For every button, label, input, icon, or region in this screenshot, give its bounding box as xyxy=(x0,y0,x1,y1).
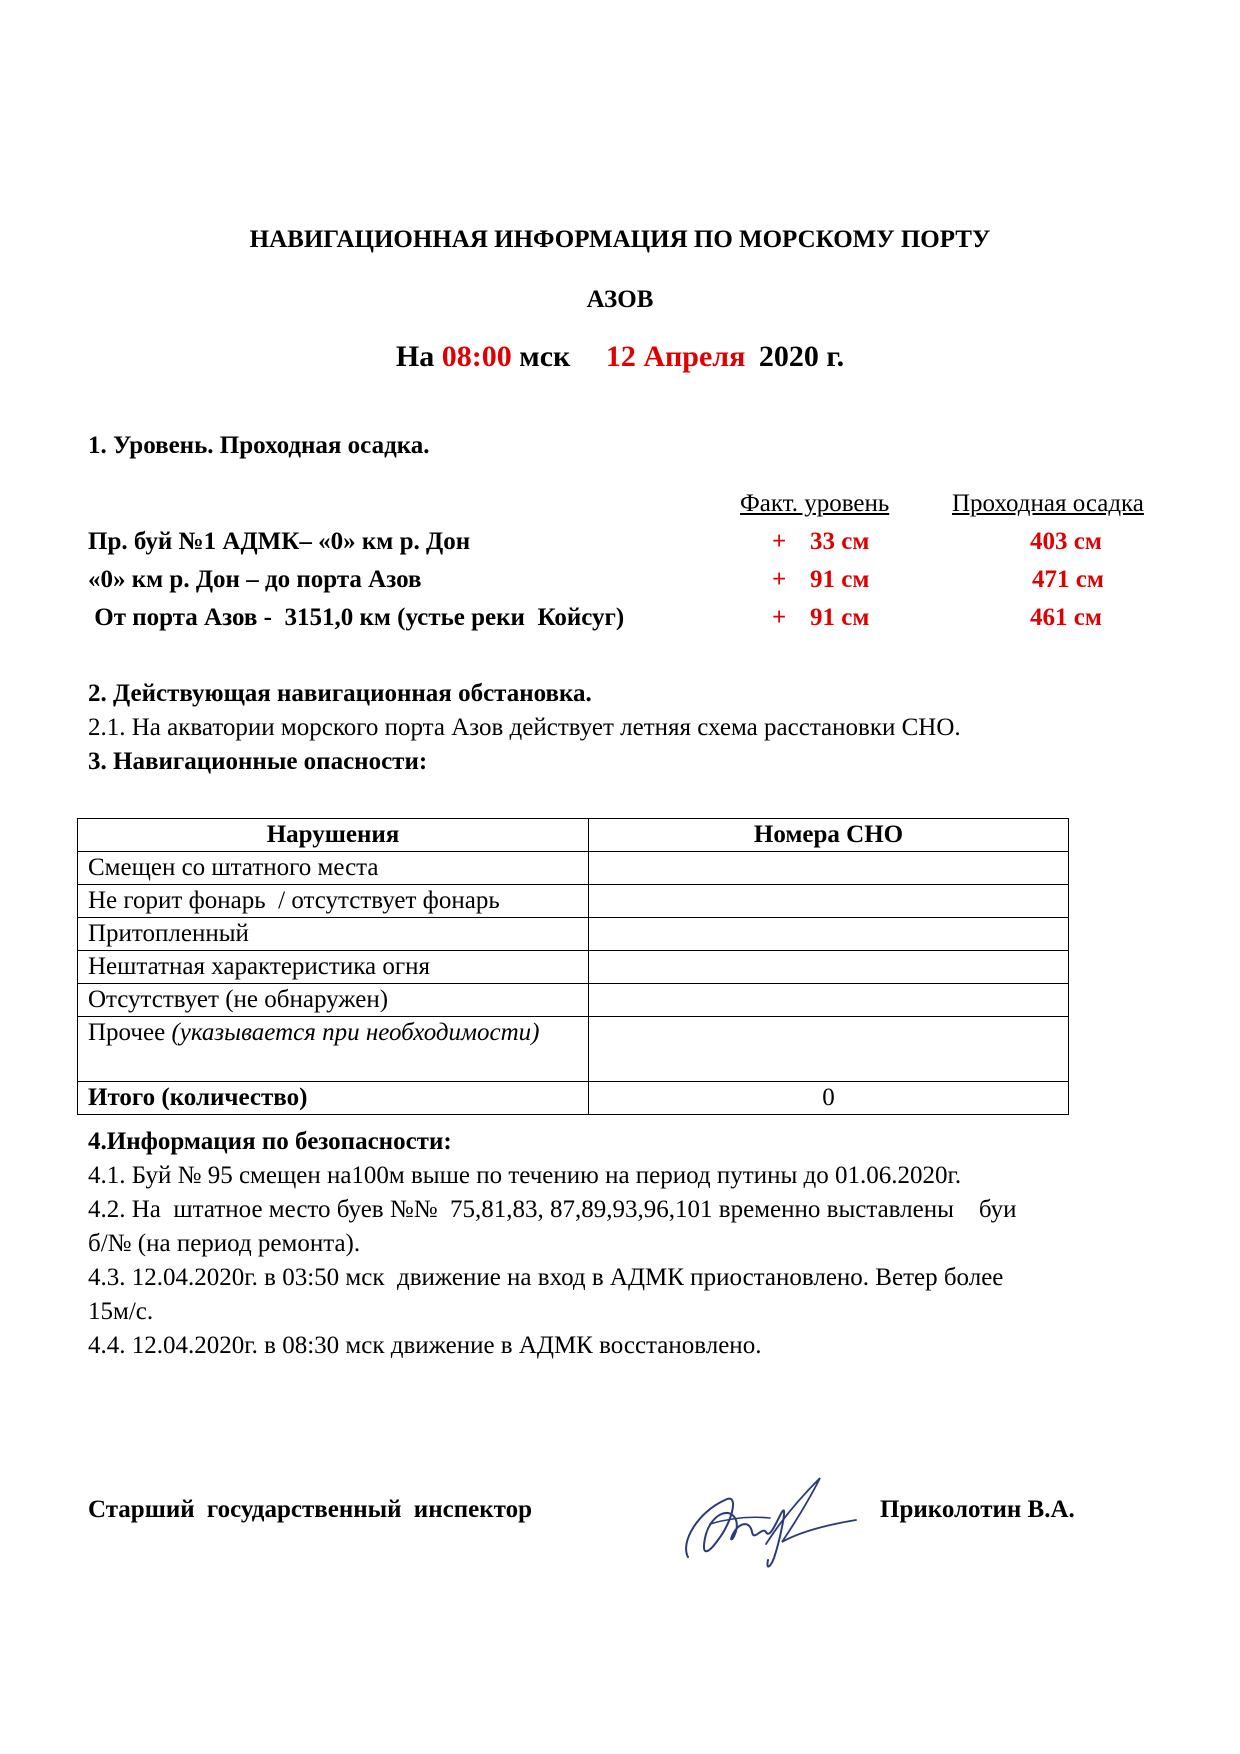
level-row-label: От порта Азов - 3151,0 км (устье реки Койсуг) xyxy=(88,604,625,631)
violation-label: Притопленный xyxy=(78,918,589,951)
column-header-level: Факт. уровень xyxy=(740,490,890,517)
buoy-numbers-cell xyxy=(589,918,1069,951)
level-value: 91 см xyxy=(810,604,870,631)
buoy-numbers-cell xyxy=(589,1017,1069,1082)
table-row xyxy=(78,885,1069,918)
draft-value: 461 см xyxy=(1030,604,1102,631)
safety-item-continued: 15м/с. xyxy=(88,1298,154,1325)
section-2-heading: 2. Действующая навигационная обстановка. xyxy=(88,680,592,707)
section-3-heading: 3. Навигационные опасности: xyxy=(88,748,428,775)
violation-label: Отсутствует (не обнаружен) xyxy=(78,984,589,1017)
safety-item: 4.3. 12.04.2020г. в 03:50 мск движение на вход в АДМК приостановлено. Ветер более xyxy=(88,1264,1004,1291)
report-timezone: мск xyxy=(519,340,571,373)
buoy-numbers-cell xyxy=(589,852,1069,885)
level-sign: + xyxy=(772,604,787,631)
level-row-label: Пр. буй №1 АДМК– «0» км р. Дон xyxy=(88,528,471,555)
violation-label: Смещен со штатного места xyxy=(78,852,589,885)
safety-item: 4.4. 12.04.2020г. в 08:30 мск движение в АДМК восстановлено. xyxy=(88,1332,762,1359)
level-value: 33 см xyxy=(810,528,870,555)
report-year: 2020 г. xyxy=(758,340,845,373)
table-header-row xyxy=(78,819,1069,852)
draft-value: 471 см xyxy=(1032,566,1104,593)
report-time: 08:00 xyxy=(441,340,512,373)
level-sign: + xyxy=(772,528,787,555)
safety-item: 4.1. Буй № 95 смещен на100м выше по течению на период путины до 01.06.2020г. xyxy=(88,1162,962,1189)
table-row xyxy=(78,951,1069,984)
report-datetime xyxy=(0,340,1240,374)
safety-item-continued: б/№ (на период ремонта). xyxy=(88,1230,361,1257)
buoy-numbers-cell xyxy=(589,951,1069,984)
table-row-other xyxy=(78,1017,1069,1082)
signer-position: Старший государственный инспектор xyxy=(88,1496,532,1523)
section-4-heading: 4.Информация по безопасности: xyxy=(88,1128,452,1155)
total-value: 0 xyxy=(589,1082,1069,1115)
document-title: НАВИГАЦИОННАЯ ИНФОРМАЦИЯ ПО МОРСКОМУ ПОРТУ xyxy=(249,226,991,253)
level-value: 91 см xyxy=(810,566,870,593)
table-row xyxy=(78,918,1069,951)
column-header-draft: Проходная осадка xyxy=(952,490,1144,517)
other-note: (указывается при необходимости) xyxy=(171,1019,540,1046)
port-name: АЗОВ xyxy=(586,286,654,313)
column-header-violations: Нарушения xyxy=(78,819,589,852)
column-header-buoy-numbers: Номера СНО xyxy=(589,819,1069,852)
total-label: Итого (количество) xyxy=(78,1082,589,1115)
section-1-heading: 1. Уровень. Проходная осадка. xyxy=(88,432,430,459)
hazards-table xyxy=(77,818,1069,1115)
level-sign: + xyxy=(772,566,787,593)
report-date: 12 Апреля xyxy=(605,340,746,373)
signer-name: Приколотин В.А. xyxy=(880,1496,1075,1523)
buoy-numbers-cell xyxy=(589,885,1069,918)
section-2-item: 2.1. На акватории морского порта Азов действует летняя схема расстановки СНО. xyxy=(88,714,961,741)
table-row-total xyxy=(78,1082,1069,1115)
safety-item: 4.2. На штатное место буев №№ 75,81,83, 87,89,93,96,101 временно выставлены буи xyxy=(88,1196,1017,1223)
draft-value: 403 см xyxy=(1030,528,1102,555)
violation-label: Не горит фонарь / отсутствует фонарь xyxy=(78,885,589,918)
level-row-label: «0» км р. Дон – до порта Азов xyxy=(88,566,422,593)
table-row xyxy=(78,984,1069,1017)
handwritten-signature xyxy=(670,1462,860,1574)
buoy-numbers-cell xyxy=(589,984,1069,1017)
other-label: Прочее xyxy=(88,1019,172,1046)
table-row xyxy=(78,852,1069,885)
violation-label: Нештатная характеристика огня xyxy=(78,951,589,984)
violation-label-other xyxy=(78,1017,589,1082)
date-prefix: На xyxy=(395,340,435,373)
